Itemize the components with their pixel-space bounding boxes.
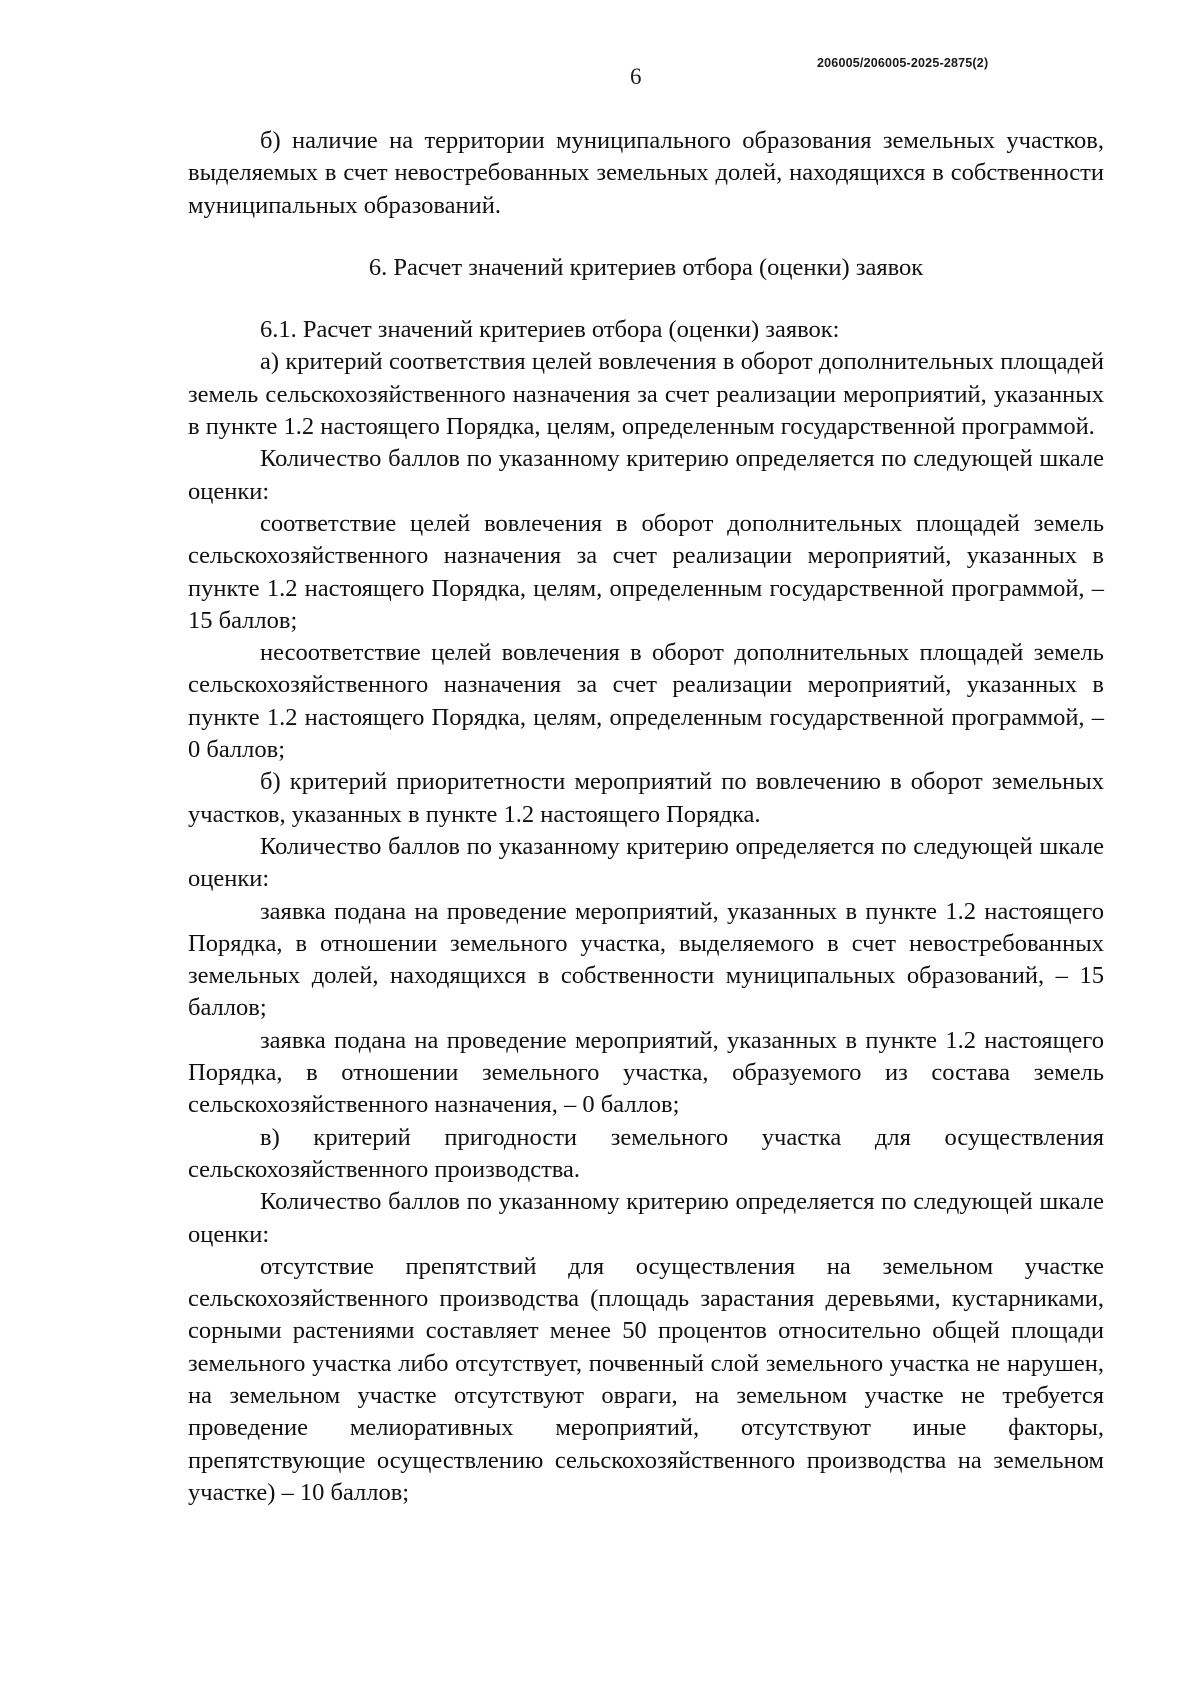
page-body xyxy=(188,125,1104,1509)
paragraph-scale-a-0: несоответствие целей вовлечения в оборот дополнительных площадей земель сельскохозяйственного назначения за счет реализации мероприятий, указанных в пункте 1.2 настоящего Порядка, целям, определенным государственной программой, – 0 баллов; xyxy=(188,639,1104,764)
paragraph-scale-intro-a: Количество баллов по указанному критерию определяется по следующей шкале оценки: xyxy=(188,445,1104,505)
paragraph-land-availability: б) наличие на территории муниципального образования земельных участков, выделяемых в счет невостребованных земельных долей, находящихся в собственности муниципальных образований. xyxy=(188,127,1104,219)
paragraph-subsection-title: 6.1. Расчет значений критериев отбора (оценки) заявок: xyxy=(260,316,840,344)
document-id: 206005/206005-2025-2875(2) xyxy=(817,56,989,70)
paragraph-criterion-b: б) критерий приоритетности мероприятий по вовлечению в оборот земельных участков, указанных в пункте 1.2 настоящего Порядка. xyxy=(188,768,1104,828)
paragraph-scale-intro-c: Количество баллов по указанному критерию определяется по следующей шкале оценки: xyxy=(188,1188,1104,1248)
section-heading: 6. Расчет значений критериев отбора (оценки) заявок xyxy=(368,253,924,281)
paragraph-scale-b-0: заявка подана на проведение мероприятий, указанных в пункте 1.2 настоящего Порядка, в отношении земельного участка, образуемого из состава земель сельскохозяйственного назначения, – 0 баллов; xyxy=(188,1026,1104,1119)
page-number: 6 xyxy=(630,64,642,89)
paragraph-scale-a-15: соответствие целей вовлечения в оборот дополнительных площадей земель сельскохозяйственного назначения за счет реализации мероприятий, указанных в пункте 1.2 настоящего Порядка, целям, определенным государственной программой, – 15 баллов; xyxy=(188,509,1104,634)
paragraph-scale-c-10: отсутствие препятствий для осуществления на земельном участке сельскохозяйственного производства (площадь зарастания деревьями, кустарниками, сорными растениями составляет менее 50 процентов относительно общей площади земельного участка либо отсутствует, почвенный слой земельного участка не нарушен, на земельном участке отсутствуют овраги, на земельном участке не требуется проведение мелиоративных мероприятий, отсутствуют иные факторы, препятствующие осуществлению сельскохозяйственного производства на земельном участке) – 10 баллов; xyxy=(188,1252,1104,1506)
paragraph-criterion-c: в) критерий пригодности земельного участка для осуществления сельскохозяйственного производства. xyxy=(188,1123,1104,1183)
paragraph-scale-b-15: заявка подана на проведение мероприятий, указанных в пункте 1.2 настоящего Порядка, в отношении земельного участка, выделяемого в счет невостребованных земельных долей, находящихся в собственности муниципальных образований, – 15 баллов; xyxy=(188,897,1104,1022)
paragraph-scale-intro-b: Количество баллов по указанному критерию определяется по следующей шкале оценки: xyxy=(188,832,1104,893)
paragraph-criterion-a: а) критерий соответствия целей вовлечения в оборот дополнительных площадей земель сельскохозяйственного назначения за счет реализации мероприятий, указанных в пункте 1.2 настоящего Порядка, целям, определенным государственной программой. xyxy=(188,348,1104,441)
